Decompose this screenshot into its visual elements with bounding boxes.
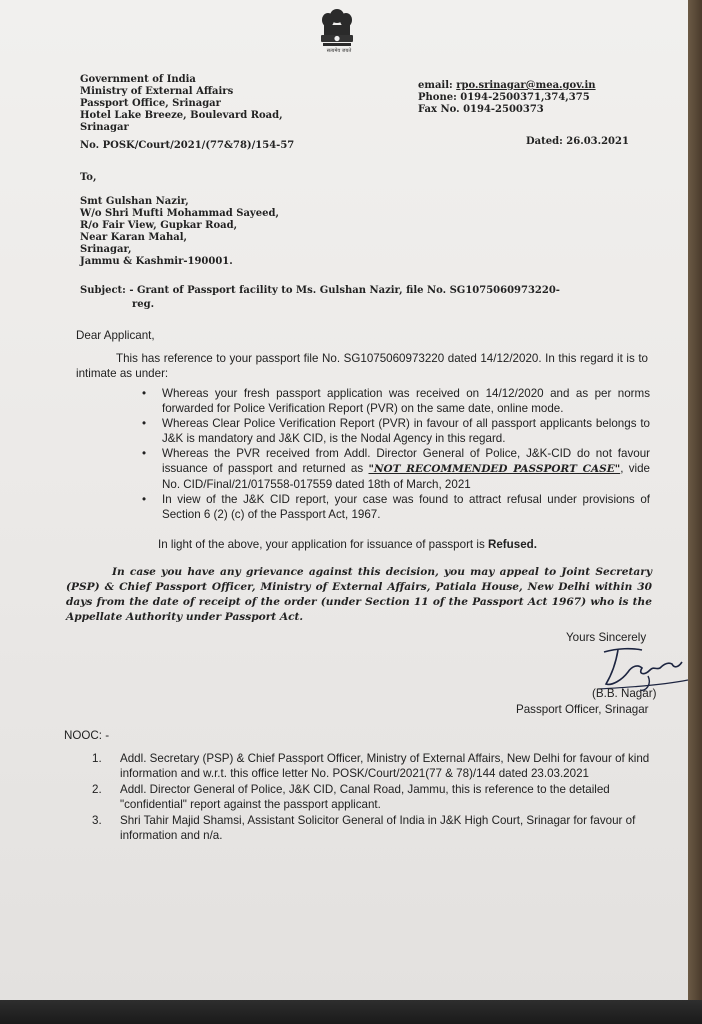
- sender-address: [80, 74, 283, 134]
- closing: Yours Sincerely: [566, 631, 647, 644]
- recipient-line: Srinagar,: [80, 244, 132, 255]
- recipient-line: W/o Shri Mufti Mohammad Sayeed,: [80, 208, 279, 219]
- signer-name: (B.B. Nagar): [592, 687, 657, 700]
- sender-line: Government of India: [80, 74, 196, 85]
- to-label: To,: [80, 172, 97, 183]
- recipient-line: Smt Gulshan Nazir,: [80, 196, 189, 207]
- table-surface-right: [688, 0, 702, 1024]
- sender-line: Passport Office, Srinagar: [80, 98, 221, 109]
- reference-number: No. POSK/Court/2021/(77&78)/154-57: [80, 140, 295, 151]
- subject: [80, 284, 560, 312]
- conclusion: In light of the above, your application for issuance of passport is Refused.: [158, 538, 537, 551]
- email-link[interactable]: rpo.srinagar@mea.gov.in: [456, 80, 596, 91]
- salutation: Dear Applicant,: [76, 329, 155, 342]
- recipient-line: R/o Fair View, Gupkar Road,: [80, 220, 238, 231]
- refused-label: Refused.: [487, 538, 537, 551]
- recipient-line: Near Karan Mahal,: [80, 232, 187, 243]
- list-item: 1. Addl. Secretary (PSP) & Chief Passport Officer, Ministry of External Affairs, New Delhi for favour of kind information and w.r.t. this office letter No. POSK/Court/2021(77 & 78)/144 dated 23.03.2021: [92, 752, 650, 780]
- phone-number: Phone: 0194-2500371,374,375: [418, 92, 590, 103]
- contact-info: [418, 80, 596, 116]
- subject-line: reg.: [132, 299, 155, 310]
- subject-line: Subject: - Grant of Passport facility to Ms. Gulshan Nazir, file No. SG1075060973220-: [80, 285, 560, 296]
- emblem-caption: सत्यमेव जयते: [326, 48, 352, 54]
- signer-title: Passport Officer, Srinagar: [516, 703, 649, 716]
- intro-paragraph: This has reference to your passport file No. SG1075060973220 dated 14/12/2020. In this regard it is to intimate as under:: [76, 352, 648, 380]
- letter-date: Dated: 26.03.2021: [526, 136, 629, 147]
- not-recommended-stamp: "NOT RECOMMENDED PASSPORT CASE": [368, 463, 621, 475]
- table-surface-bottom: [0, 1000, 702, 1024]
- sender-line: Hotel Lake Breeze, Boulevard Road,: [80, 110, 283, 121]
- copy-to-list: [92, 751, 654, 843]
- nooc-label: NOOC: -: [64, 729, 110, 742]
- list-item: • Whereas your fresh passport application was received on 14/12/2020 and as per norms forwarded for Police Verification Report (PVR) on the same date, online mode.: [138, 386, 650, 416]
- list-item: 3. Shri Tahir Majid Shamsi, Assistant Solicitor General of India in J&K High Court, Srinagar for favour of information and n/a.: [92, 814, 636, 842]
- fax-number: Fax No. 0194-2500373: [418, 104, 544, 115]
- appeal-paragraph: In case you have any grievance against this decision, you may appeal to Joint Secretary (PSP) & Chief Passport Officer, Ministry of External Affairs, Patiala House, New Delhi within 30 days from the date of receipt of the order (under Section 11 of the Passport Act 1967) who is the Appellate Authority under Passport Act.: [66, 566, 652, 623]
- email-label: email:: [418, 80, 457, 91]
- findings-list: [138, 386, 650, 522]
- recipient-line: Jammu & Kashmir-190001.: [80, 256, 233, 267]
- sender-line: Ministry of External Affairs: [80, 86, 234, 97]
- sender-line: Srinagar: [80, 122, 129, 133]
- list-item: • Whereas Clear Police Verification Report (PVR) in favour of all passport applicants belongs to J&K is mandatory and J&K CID, is the Nodal Agency in this regard.: [138, 416, 650, 446]
- list-item: 2. Addl. Director General of Police, J&K CID, Canal Road, Jammu, this is reference to the detailed "confidential" report against the passport applicant.: [92, 783, 610, 811]
- list-item: • In view of the J&K CID report, your case was found to attract refusal under provisions of Section 6 (2) (c) of the Passport Act, 1967.: [138, 492, 650, 522]
- recipient-address: [80, 196, 279, 268]
- list-item: • Whereas the PVR received from Addl. Director General of Police, J&K-CID do not favour issuance of passport and returned as "NOT RECOMMENDED PASSPORT CASE", vide No. CID/Final/21/017558-017559 dated 18th of March, 2021: [138, 446, 650, 492]
